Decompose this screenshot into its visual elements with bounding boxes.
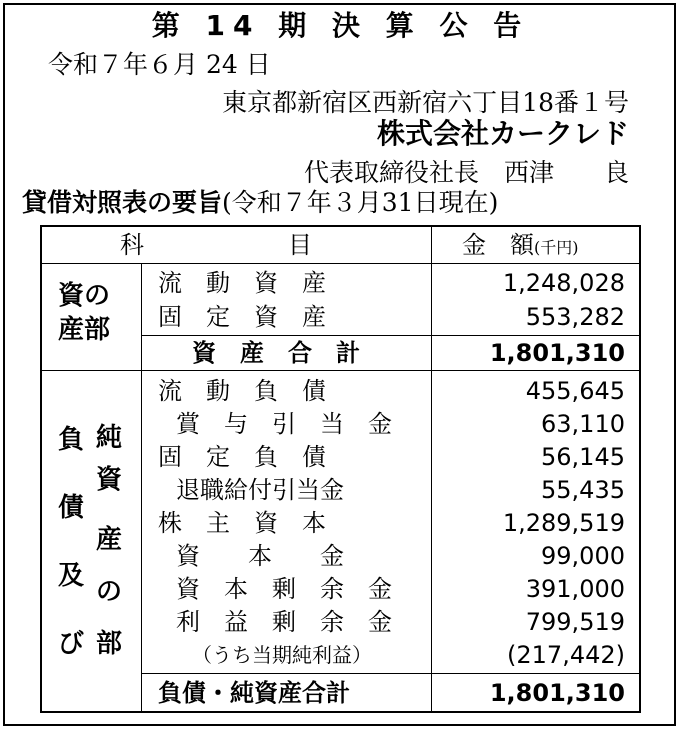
row-value: 63,110 (541, 410, 625, 438)
liab-label-char: 資 (96, 465, 123, 495)
assets-total-label: 資 産 合 計 (192, 339, 360, 367)
row-value: 799,519 (525, 608, 625, 636)
notice-date: 令和７年６月 24 日 (48, 50, 271, 79)
row-value: 553,282 (525, 303, 625, 331)
row-label: 利 益 剰 余 金 (176, 608, 392, 636)
representative: 代表取締役社長 西津 良 (303, 158, 629, 187)
row-label: （うち当期純利益） (192, 643, 372, 667)
row-label: 退職給付引当金 (176, 476, 344, 504)
liabilities-total-value: 1,801,310 (489, 679, 625, 707)
company-name: 株式会社カークレド (376, 117, 629, 150)
liab-label-char: 負 (58, 425, 85, 455)
divider-liab-total (141, 673, 639, 674)
divider-assets-total (141, 335, 639, 336)
assets-section-label-2: 産部 (58, 315, 111, 345)
divider-section (141, 264, 142, 711)
liab-label-char: 及 (58, 561, 85, 591)
row-label: 固 定 資 産 (158, 303, 326, 331)
divider-amount (431, 227, 432, 711)
balance-sheet-heading (22, 190, 498, 215)
row-value: 455,645 (525, 377, 625, 405)
row-label: 固 定 負 債 (158, 443, 326, 471)
assets-total-value: 1,801,310 (489, 339, 625, 367)
liab-label-char: の (96, 577, 123, 607)
balance-sheet-table (40, 225, 641, 713)
liabilities-total-label: 負債・純資産合計 (158, 679, 350, 707)
row-value: 56,145 (541, 443, 625, 471)
row-label: 賞 与 引 当 金 (176, 410, 392, 438)
row-value: 391,000 (525, 575, 625, 603)
company-address: 東京都新宿区西新宿六丁目18番１号 (222, 88, 629, 117)
row-label: 資 本 金 (176, 542, 344, 570)
notice-title: 第 14 期 決 算 公 告 (151, 9, 530, 42)
divider-header (42, 263, 639, 264)
liab-label-char: 部 (96, 629, 123, 659)
assets-section-label-1: 資の (58, 281, 111, 311)
liab-label-char: 純 (96, 423, 123, 453)
row-label: 株 主 資 本 (158, 509, 326, 537)
header-amount-label: 金 額 (462, 231, 534, 259)
divider-assets-end (42, 370, 639, 371)
header-amount (462, 233, 579, 257)
header-account: 科 目 (120, 231, 312, 259)
liab-label-char: 債 (58, 493, 85, 523)
header-unit: (千円) (534, 238, 579, 257)
row-value: 1,289,519 (502, 509, 625, 537)
row-label: 流 動 資 産 (158, 269, 326, 297)
row-value: (217,442) (507, 641, 625, 669)
row-value: 99,000 (541, 542, 625, 570)
row-value: 1,248,028 (502, 269, 625, 297)
liab-label-char: び (58, 629, 85, 659)
row-label: 資 本 剰 余 金 (176, 575, 392, 603)
heading-date: (令和７年３月31日現在) (222, 188, 499, 217)
row-label: 流 動 負 債 (158, 377, 326, 405)
heading-main: 貸借対照表の要旨 (22, 188, 223, 217)
row-value: 55,435 (541, 476, 625, 504)
liab-label-char: 産 (96, 525, 123, 555)
